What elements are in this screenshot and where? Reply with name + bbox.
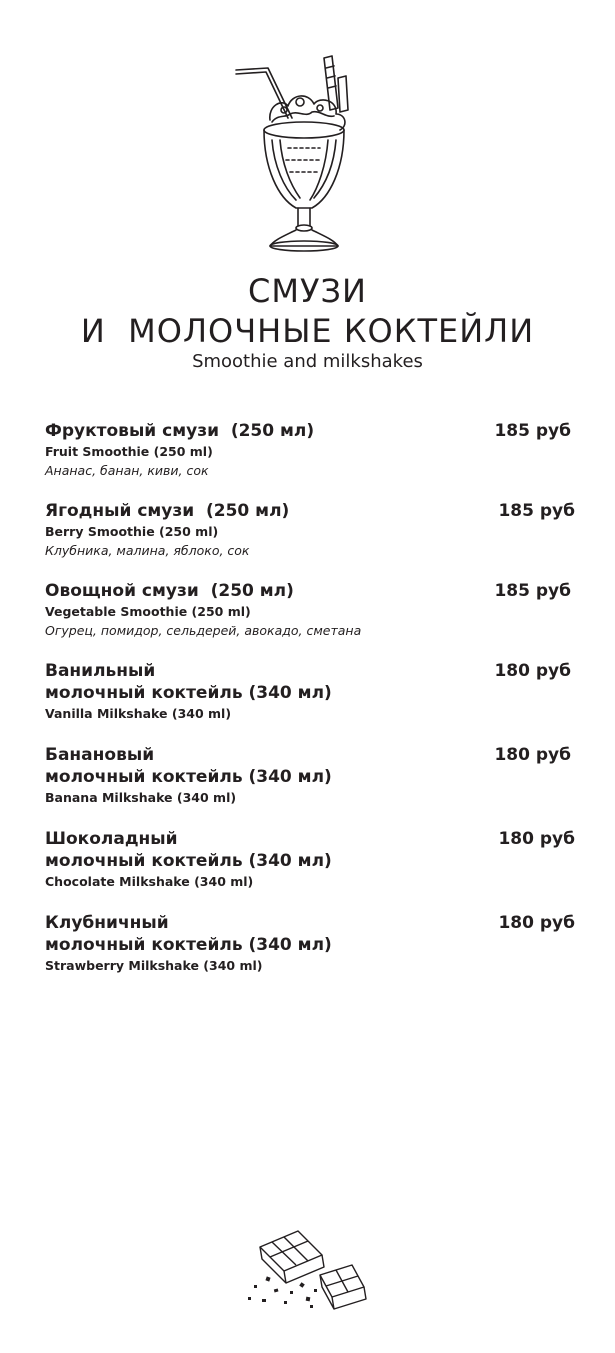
item-english-name: Vanilla Milkshake (340 ml): [45, 706, 232, 721]
item-name: Ванильный молочный коктейль (340 мл): [45, 661, 332, 703]
item-price: 180 руб: [498, 913, 575, 933]
page-title-line-2: И МОЛОЧНЫЕ КОКТЕЙЛИ: [80, 312, 535, 350]
item-price: 180 руб: [498, 829, 575, 849]
item-english-name: Strawberry Milkshake (340 ml): [45, 958, 263, 973]
item-english-name: Chocolate Milkshake (340 ml): [45, 874, 254, 889]
item-english-name: Banana Milkshake (340 ml): [45, 790, 237, 805]
item-description: Огурец, помидор, сельдерей, авокадо, сметана: [45, 623, 362, 638]
item-name: Банановый молочный коктейль (340 мл): [45, 745, 332, 787]
item-price: 185 руб: [498, 501, 575, 521]
menu-item: [45, 580, 585, 640]
item-price: 185 руб: [494, 581, 571, 601]
menu-list: [45, 420, 585, 996]
item-price: 180 руб: [494, 745, 571, 765]
menu-item: [45, 500, 585, 560]
item-name: Овощной смузи (250 мл): [45, 581, 294, 601]
item-english-name: Vegetable Smoothie (250 ml): [45, 604, 251, 619]
menu-item: [45, 828, 585, 892]
menu-item: [45, 744, 585, 808]
chocolate-pieces-icon: [240, 1225, 370, 1310]
item-description: Клубника, малина, яблоко, сок: [45, 543, 250, 558]
item-english-name: Berry Smoothie (250 ml): [45, 524, 219, 539]
menu-item: [45, 420, 585, 480]
item-name: Ягодный смузи (250 мл): [45, 501, 290, 521]
page-subtitle: Smoothie and milkshakes: [192, 351, 423, 372]
item-price: 185 руб: [494, 421, 571, 441]
item-name: Фруктовый смузи (250 мл): [45, 421, 315, 441]
milkshake-glass-icon: [228, 48, 368, 258]
footer-illustration: [240, 1225, 370, 1314]
menu-item: [45, 912, 585, 976]
menu-item: [45, 660, 585, 724]
item-name: Клубничный молочный коктейль (340 мл): [45, 913, 332, 955]
page-title-line-1: СМУЗИ: [248, 272, 367, 310]
item-name: Шоколадный молочный коктейль (340 мл): [45, 829, 332, 871]
item-description: Ананас, банан, киви, сок: [45, 463, 209, 478]
header-illustration: [0, 48, 615, 258]
item-price: 180 руб: [494, 661, 571, 681]
item-english-name: Fruit Smoothie (250 ml): [45, 444, 213, 459]
